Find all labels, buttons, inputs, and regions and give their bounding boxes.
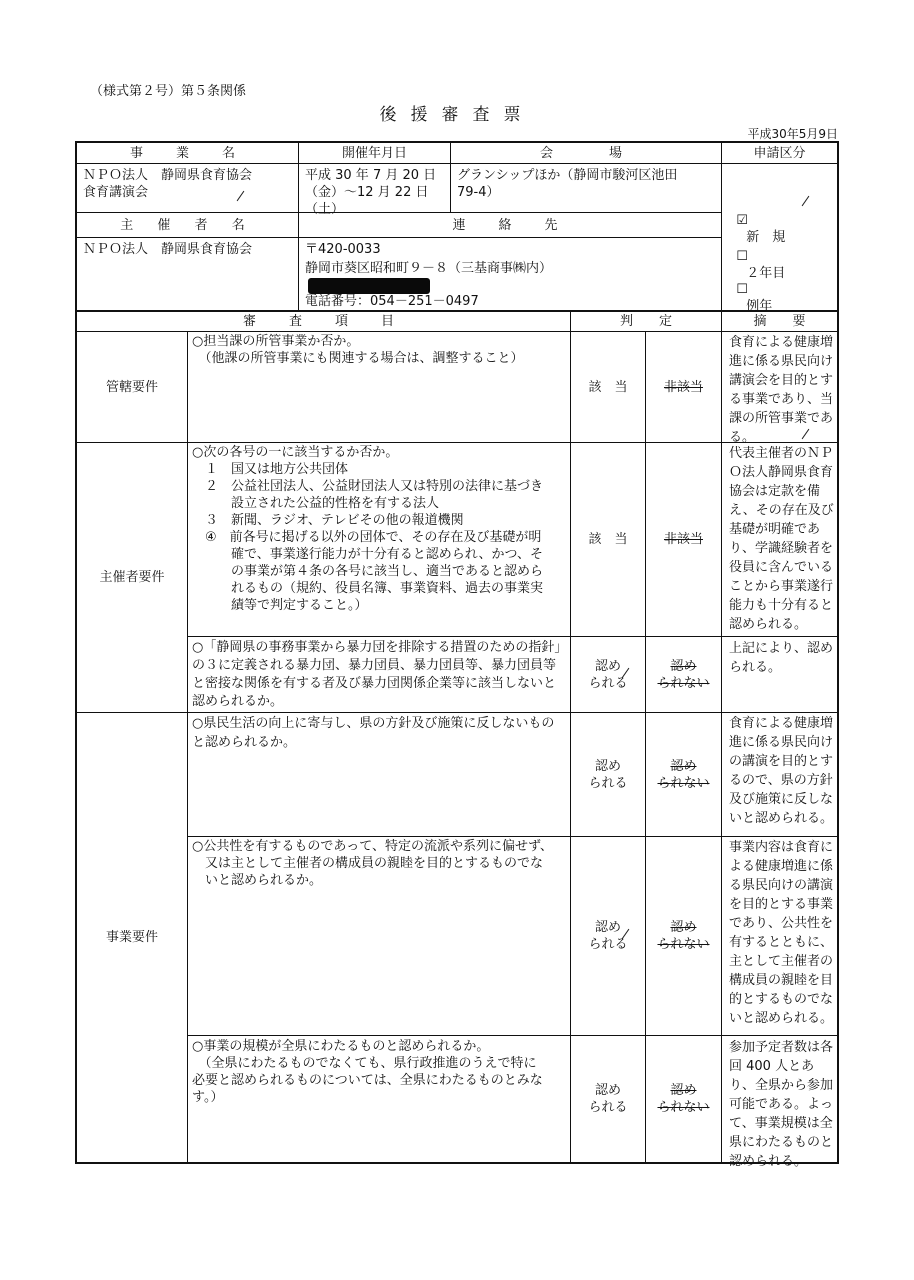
review-item-text: ○公共性を有するものであって、特定の流派や系列に偏せず、 又は主として主催者の構成員の親睦を目的とするものでな いと認められるか。 <box>192 839 553 888</box>
section-business: 事業要件 <box>105 930 158 945</box>
category-option-annual[interactable] <box>728 264 833 314</box>
header-organizer: 主 催 者 名 <box>120 218 255 233</box>
judgment-applicable[interactable]: 該 当 <box>588 532 628 547</box>
category-label: 例年 <box>746 299 773 314</box>
summary-text: 事業内容は食育による健康増進に係る県民向けの講演を目的とする事業であり、公共性を有するとともに、主として主催者の構成員の親睦を目的とするものでないと認められる。 <box>729 840 834 1026</box>
judgment-not-applicable[interactable]: 非該当 <box>663 379 703 395</box>
judgment-not-approved[interactable]: 認め られない <box>657 758 710 791</box>
judgment-applicable[interactable]: 該 当 <box>588 379 628 395</box>
judgment-not-approved[interactable]: 認め られない <box>657 1083 710 1115</box>
document-title: 後援審査票 <box>379 105 535 125</box>
checkbox-icon[interactable]: ☐ <box>736 249 748 264</box>
header-event-date: 開催年月日 <box>341 145 407 161</box>
contact-postal: 〒420-0033 <box>305 242 381 257</box>
checkbox-icon[interactable]: ☐ <box>736 282 748 297</box>
category-label: ２年目 <box>746 266 786 281</box>
section-organizer: 主催者要件 <box>99 570 165 585</box>
header-judgment: 判 定 <box>619 314 672 329</box>
section-jurisdiction: 管轄要件 <box>105 379 158 395</box>
judgment-not-applicable[interactable]: 非該当 <box>663 532 703 547</box>
checked-box-icon[interactable]: ☑ <box>736 213 748 228</box>
summary-text: 食育による健康増進に係る県民向け講演会を目的とする事業であり、当課の所管事業である。 <box>729 335 834 445</box>
header-summary: 摘 要 <box>753 314 806 329</box>
event-name: ＮＰＯ法人 静岡県食育協会 食育講演会 <box>83 168 253 200</box>
contact-phone: 電話番号：054－251－0497 <box>305 294 479 309</box>
review-item-text: ○事業の規模が全県にわたるものと認められるか。 （全県にわたるものでなくても、県行政推進のうえで特に 必要と認められるものについては、全県にわたるものとみな す。） <box>192 1039 543 1105</box>
review-item-text: ○県民生活の向上に寄与し、県の方針及び施策に反しないものと認められるか。 <box>192 716 555 750</box>
summary-text: 上記により、認められる。 <box>729 641 834 675</box>
header-contact: 連 絡 先 <box>452 218 568 233</box>
review-item-text: ○担当課の所管事業か否か。 （他課の所管事業にも関連する場合は、調整すること） <box>192 334 524 366</box>
category-option-new[interactable] <box>728 195 833 245</box>
header-event-name: 事 業 名 <box>129 145 245 161</box>
venue: グランシップほか（静岡市駿河区池田 79-4） <box>457 168 678 200</box>
review-item-text: ○次の各号の一に該当するか否か。 １ 国又は地方公共団体 ２ 公益社団法人、公益財団法人又は特別の法律に基づき 設立された公益的性格を有する法人 ３ 新聞、ラジオ、テレビその他の報道機関 ④ 前各号に掲げる以外の団体で、その存在及び基礎が明 確で、事業遂行能力が十分有ると認められ、かつ、そ の事業が第４条の各号に該当し、適当であると認めら れるもの（規約、役員名簿、事業資料、過去の事業実 績等で判定すること。） <box>192 445 544 613</box>
review-item-text: ○「静岡県の事務事業から暴力団を排除する措置のための指針」の３に定義される暴力団、暴力団員、暴力団員等、暴力団員等と密接な関係を有する者及び暴力団関係企業等に該当しないと認められるか。 <box>192 640 561 709</box>
category-label: 新 規 <box>746 230 786 245</box>
judgment-not-approved[interactable]: 認め られない <box>657 658 710 691</box>
header-category: 申請区分 <box>753 145 806 161</box>
category-option-second-year[interactable] <box>728 231 833 281</box>
judgment-approved[interactable]: 認め られる <box>588 1083 628 1115</box>
contact-address: 静岡市葵区昭和町９－８（三基商事㈱内） <box>305 261 553 276</box>
form-number: （様式第２号）第５条関係 <box>90 84 247 99</box>
event-date: 平成 30 年 7 月 20 日 （金）～12 月 22 日（土） <box>305 168 437 217</box>
redaction-mark <box>308 278 430 294</box>
header-venue: 会 場 <box>539 145 632 161</box>
summary-text: 参加予定者数は各回 400 人とあり、全県から参加可能である。よって、事業規模は全県にわたるものと認められる。 <box>729 1040 834 1169</box>
summary-text: 食育による健康増進に係る県民向けの講演を目的とするので、県の方針及び施策に反しないと認められる。 <box>729 716 834 826</box>
summary-text: 代表主催者のＮＰＯ法人静岡県食育協会は定款を備え、その存在及び基礎が明確であり、学識経験者を役員に含んでいることから事業遂行能力も十分有ると認められる。 <box>729 446 834 632</box>
judgment-not-approved[interactable]: 認め られない <box>657 920 710 952</box>
judgment-approved[interactable]: 認め られる <box>588 658 628 691</box>
document-date: 平成30年5月9日 <box>747 127 838 141</box>
judgment-approved[interactable]: 認め られる <box>588 758 628 791</box>
organizer-name: ＮＰＯ法人 静岡県食育協会 <box>83 242 253 257</box>
judgment-approved[interactable]: 認め られる <box>588 920 628 952</box>
header-review-item: 審 査 項 目 <box>242 314 404 329</box>
